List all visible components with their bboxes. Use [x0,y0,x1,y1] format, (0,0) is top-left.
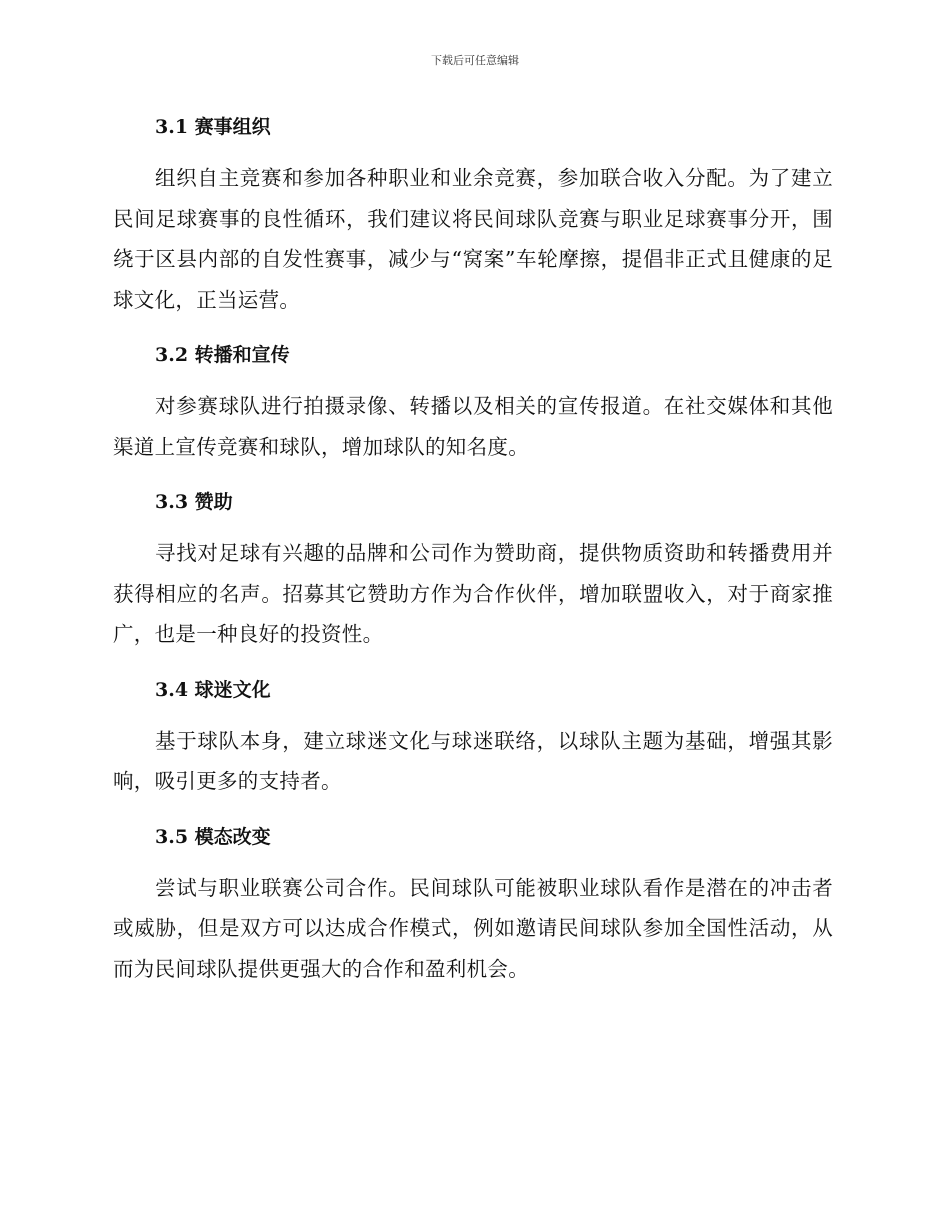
section-3-2 [113,338,833,467]
section-paragraph: 组织自主竞赛和参加各种职业和业余竞赛，参加联合收入分配。为了建立民间足球赛事的良性循环，我们建议将民间球队竞赛与职业足球赛事分开，围绕于区县内部的自发性赛事，减少与“窝案”车轮摩擦，提倡非正式且健康的足球文化，正当运营。 [113,166,833,312]
section-3-1 [113,110,833,320]
section-3-5 [113,820,833,990]
section-paragraph: 对参赛球队进行拍摄录像、转播以及相关的宣传报道。在社交媒体和其他渠道上宣传竞赛和球队，增加球队的知名度。 [113,394,833,459]
section-heading: 3.5 模态改变 [155,825,271,848]
section-paragraph: 寻找对足球有兴趣的品牌和公司作为赞助商，提供物质资助和转播费用并获得相应的名声。招募其它赞助方作为合作伙伴，增加联盟收入，对于商家推广，也是一种良好的投资性。 [113,541,833,646]
document-body [113,110,833,989]
section-paragraph: 基于球队本身，建立球迷文化与球迷联络，以球队主题为基础，增强其影响，吸引更多的支持者。 [113,728,833,793]
section-heading: 3.1 赛事组织 [155,116,271,138]
section-heading: 3.2 转播和宣传 [155,344,290,366]
section-3-3 [113,485,833,655]
section-paragraph: 尝试与职业联赛公司合作。民间球队可能被职业球队看作是潜在的冲击者或威胁，但是双方可以达成合作模式，例如邀请民间球队参加全国性活动，从而为民间球队提供更强大的合作和盈利机会。 [113,875,833,981]
section-3-4 [113,673,833,802]
section-heading: 3.4 球迷文化 [155,678,271,701]
page-header-watermark: 下载后可任意编辑 [431,54,519,67]
section-heading: 3.3 赞助 [155,491,233,513]
